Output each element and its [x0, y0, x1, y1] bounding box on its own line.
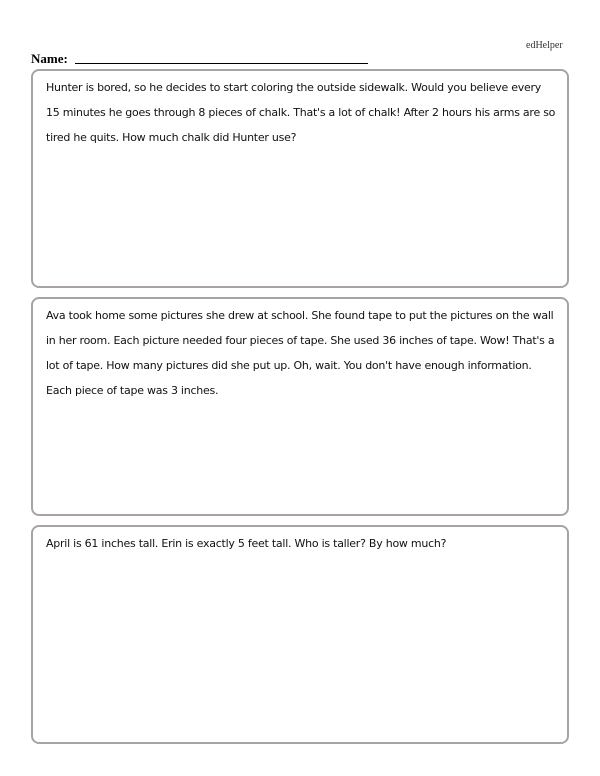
problem-box-2[interactable]	[31, 297, 569, 516]
problem-box-1[interactable]	[31, 69, 569, 288]
name-field-line[interactable]	[75, 63, 368, 64]
problem-box-3[interactable]	[31, 525, 569, 744]
problem-text: April is 61 inches tall. Erin is exactly 5 feet tall. Who is taller? By how much?	[46, 537, 447, 550]
brand-label: edHelper	[526, 40, 563, 51]
name-label: Name:	[31, 51, 68, 66]
problem-text: Ava took home some pictures she drew at school. She found tape to put the pictures on the wall in her room. Each picture needed four pieces of tape. She used 36 inches of tape. Wow! That's a lot of tape. How many pictures did she put up. Oh, wait. You don't have enough information. Each piece of tape was 3 inches.	[46, 309, 555, 397]
problem-text: Hunter is bored, so he decides to start coloring the outside sidewalk. Would you believe every 15 minutes he goes through 8 pieces of chalk. That's a lot of chalk! After 2 hours his arms are so tired he quits. How much chalk did Hunter use?	[46, 81, 556, 144]
